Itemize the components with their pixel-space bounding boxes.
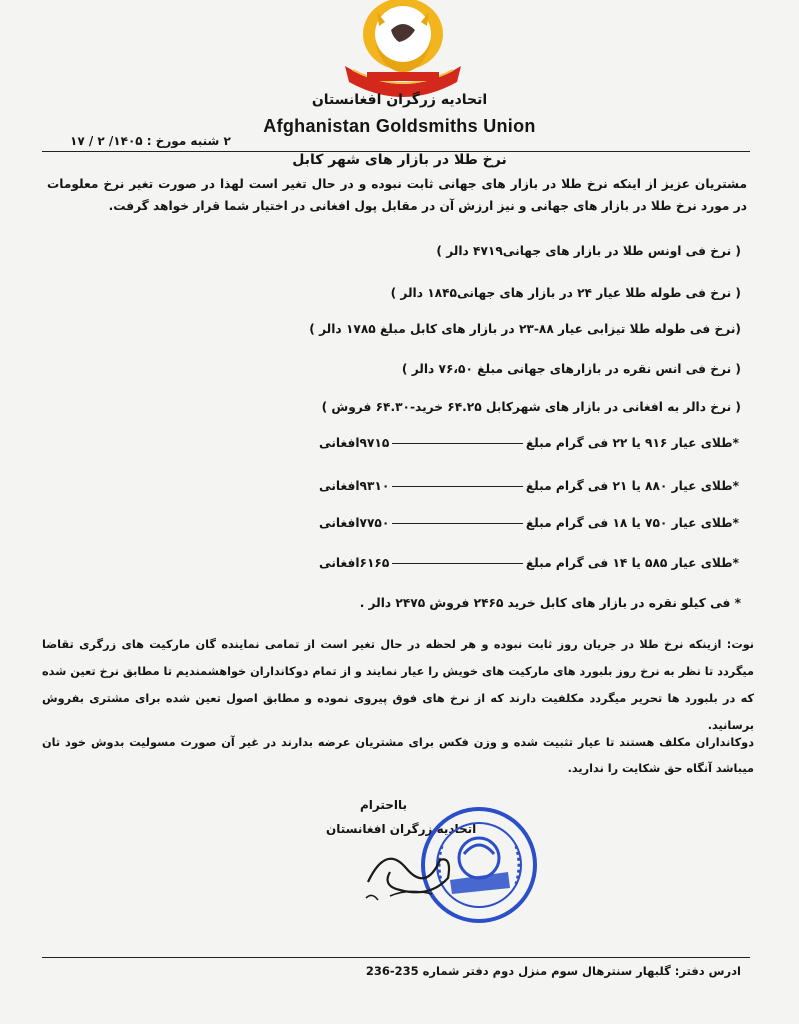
rate-line-silver-ounce: ( نرخ فی انس نقره در بازارهای جهانی مبلغ ۷۶،۵۰ دالر ) — [401, 362, 741, 376]
intro-paragraph: مشتریان عزیز از اینکه نرخ طلا در بازار های جهانی ثابت نبوده و در حال تغیر است لهذا در صورت تغیر نرخ معلومات در مورد نرخ طلا در بازار های جهانی و نیز ارزش آن در مقابل پول افغانی در اختیار شما قرار خواهد گرفت. — [47, 177, 747, 213]
karat-price-row — [319, 479, 739, 493]
rate-line-tola-24: ( نرخ فی طوله طلا عیار ۲۴ در بازار های جهانی۱۸۴۵ دالر ) — [390, 286, 741, 300]
note-paragraph: نوت: ازینکه نرخ طلا در جریان روز ثابت نبوده و هر لحظه در حال تغیر است از تمامی نماینده گان مارکیت های زرگری تقاضا میگردد تا نظر به نرخ روز بلبورد های مارکیت های خویش را عیار نمایند و از تمام دوکانداران خواهشمندیم تا مطابق نرخ تعین شده که در بلبورد ها تحریر میگردد مکلفیت دارند که از نرخ های فوق پیروی نموده و مطابق اصول تعین شده برای مشتری بفروش برسانید. — [42, 638, 754, 732]
karat-label: *طلای عیار ۵۸۵ یا ۱۴ فی گرام مبلغ — [525, 556, 739, 570]
leader-line — [392, 563, 523, 564]
karat-price-row — [319, 556, 739, 570]
office-address: ادرس دفتر: گلبهار سنترهال سوم منزل دوم دفتر شماره 235-236 — [365, 964, 741, 978]
karat-label: *طلای عیار ۷۵۰ یا ۱۸ فی گرام مبلغ — [525, 516, 739, 530]
karat-value: ۶۱۶۵افغانی — [319, 556, 390, 570]
karat-value: ۷۷۵۰افغانی — [319, 516, 390, 530]
leader-line — [392, 523, 523, 524]
silver-kilo-line: * فی کیلو نقره در بازار های کابل خرید ۲۴۶۵ فروش ۲۴۷۵ دالر . — [359, 596, 741, 610]
karat-label: *طلای عیار ۹۱۶ یا ۲۲ فی گرام مبلغ — [525, 436, 739, 450]
signatory-org: اتحادیه زرگران افغانستان — [326, 822, 477, 836]
union-logo-icon — [333, 0, 473, 98]
regards-text: بااحترام — [360, 798, 408, 812]
leader-line — [392, 443, 523, 444]
shopkeeper-notice: دوکانداران مکلف هستند تا عیار تثبیت شده و وزن فکس برای مشتریان عرضه بدارند در غیر آن صورت مسولیت بدوش خود تان میباشد آنگاه حق شکایت را ندارید. — [42, 736, 754, 775]
rate-line-dollar: ( نرخ دالر به افغانی در بازار های شهرکابل ۶۴.۲۵ خرید-۶۴.۳۰ فروش ) — [321, 400, 741, 414]
leader-line — [392, 486, 523, 487]
rate-line-tola-kabul: (نرخ فی طوله طلا تیزابی عیار ۸۸-۲۳ در بازار های کابل مبلغ ۱۷۸۵ دالر ) — [309, 322, 741, 336]
karat-price-row — [319, 516, 739, 530]
date-line: ۲ شنبه مورخ : ۱۴۰۵/ ۲ / ۱۷ — [70, 134, 231, 148]
karat-label: *طلای عیار ۸۸۰ یا ۲۱ فی گرام مبلغ — [525, 479, 739, 493]
karat-value: ۹۳۱۰افغانی — [319, 479, 390, 493]
footer-divider — [42, 957, 750, 958]
karat-value: ۹۷۱۵افغانی — [319, 436, 390, 450]
rate-line-ounce: ( نرخ فی اونس طلا در بازار های جهانی۴۷۱۹ دالر ) — [436, 244, 741, 258]
document-title: نرخ طلا در بازار های شهر کابل — [292, 152, 507, 168]
org-name-english: Afghanistan Goldsmiths Union — [263, 116, 536, 136]
handwritten-signature-icon — [360, 838, 470, 908]
karat-price-row — [319, 436, 739, 450]
org-name-persian: اتحادیه زرگران افغانستان — [311, 92, 488, 108]
